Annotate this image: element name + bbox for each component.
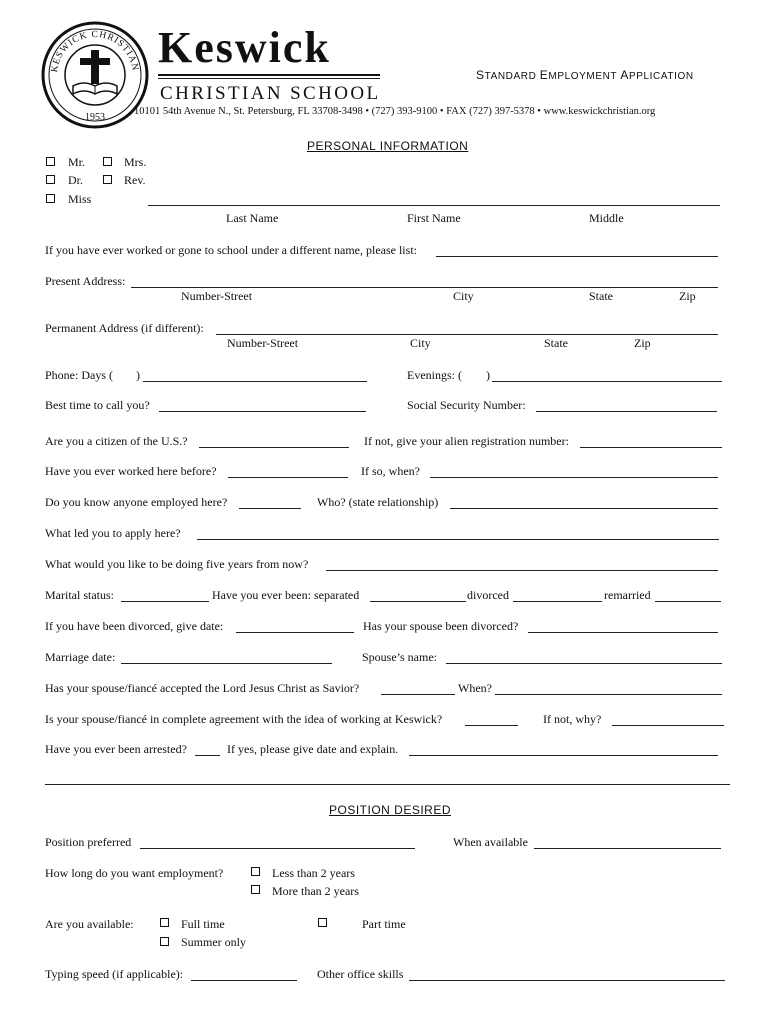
who-relationship-field[interactable]	[450, 495, 718, 509]
alien-number-label: If not, give your alien registration number:	[364, 434, 569, 448]
svg-text:KESWICK CHRISTIAN SCHOOL: KESWICK CHRISTIAN	[49, 29, 140, 74]
when-available-label: When available	[453, 835, 528, 849]
if-not-why-label: If not, why?	[543, 712, 602, 726]
separated-field[interactable]	[370, 588, 466, 602]
arrested-field[interactable]	[195, 742, 220, 756]
when-field[interactable]	[495, 681, 722, 695]
spouse-divorced-label: Has your spouse been divorced?	[363, 619, 519, 633]
school-subtitle: CHRISTIAN SCHOOL	[160, 83, 381, 104]
are-you-available-label: Are you available:	[45, 917, 134, 931]
best-time-field[interactable]	[159, 398, 366, 412]
document-title: STANDARD EMPLOYMENT APPLICATION	[476, 68, 694, 82]
spouse-name-label: Spouse’s name:	[362, 650, 437, 664]
position-preferred-label: Position preferred	[45, 835, 132, 849]
five-years-label: What would you like to be doing five years from now?	[45, 557, 309, 571]
title-label-mr: Mr.	[68, 155, 86, 169]
spouse-name-field[interactable]	[446, 650, 722, 664]
arrested-explain-label: If yes, please give date and explain.	[227, 742, 399, 756]
evenings-label: Evenings: (	[407, 368, 462, 382]
more-than-2-years-label: More than 2 years	[272, 884, 359, 898]
position-desired-heading: POSITION DESIRED	[329, 803, 452, 817]
middle-name-label: Middle	[589, 211, 624, 225]
title-label-rev: Rev.	[124, 173, 146, 187]
office-skills-field[interactable]	[409, 967, 725, 981]
citizen-label: Are you a citizen of the U.S.?	[45, 434, 188, 448]
remarried-label: remarried	[604, 588, 651, 602]
typing-speed-field[interactable]	[191, 967, 297, 981]
who-relationship-label: Who? (state relationship)	[317, 495, 439, 509]
phone-days-field[interactable]	[143, 368, 367, 382]
title-checkbox-mrs[interactable]	[103, 157, 112, 166]
what-led-label: What led you to apply here?	[45, 526, 181, 540]
evenings-close-paren: )	[486, 368, 490, 382]
agreement-field[interactable]	[465, 712, 518, 726]
typing-speed-label: Typing speed (if applicable):	[45, 967, 184, 981]
title-label-mrs: Mrs.	[124, 155, 147, 169]
present-city-label: City	[453, 289, 474, 303]
marriage-date-field[interactable]	[121, 650, 332, 664]
header-rule-bottom	[158, 78, 380, 79]
arrested-label: Have you ever been arrested?	[45, 742, 187, 756]
part-time-checkbox[interactable]	[318, 918, 327, 927]
last-name-label: Last Name	[226, 211, 279, 225]
divorced-field[interactable]	[513, 588, 602, 602]
title-label-miss: Miss	[68, 192, 92, 206]
title-label-dr: Dr.	[68, 173, 83, 187]
separated-label: Have you ever been: separated	[212, 588, 360, 602]
if-so-when-field[interactable]	[430, 464, 718, 478]
phone-evenings-field[interactable]	[492, 368, 722, 382]
if-so-when-label: If so, when?	[361, 464, 420, 478]
divorced-label: divorced	[467, 588, 509, 602]
office-skills-label: Other office skills	[317, 967, 404, 981]
title-checkbox-rev[interactable]	[103, 175, 112, 184]
part-time-label: Part time	[362, 917, 406, 931]
permanent-zip-label: Zip	[634, 336, 651, 350]
less-than-2-years-label: Less than 2 years	[272, 866, 355, 880]
marital-status-field[interactable]	[121, 588, 209, 602]
more-than-2-years-checkbox[interactable]	[251, 885, 260, 894]
first-name-label: First Name	[407, 211, 461, 225]
if-not-why-field[interactable]	[612, 712, 724, 726]
marital-status-label: Marital status:	[45, 588, 114, 602]
permanent-address-field[interactable]	[216, 321, 718, 335]
arrested-explain-continued-field[interactable]	[45, 771, 730, 785]
position-preferred-field[interactable]	[140, 835, 415, 849]
phone-days-label: Phone: Days (	[45, 368, 113, 382]
know-anyone-field[interactable]	[239, 495, 301, 509]
five-years-field[interactable]	[326, 557, 718, 571]
alien-number-field[interactable]	[580, 434, 722, 448]
svg-text:1953: 1953	[85, 112, 105, 123]
best-time-label: Best time to call you?	[45, 398, 150, 412]
permanent-street-label: Number-Street	[227, 336, 299, 350]
know-anyone-label: Do you know anyone employed here?	[45, 495, 228, 509]
present-zip-label: Zip	[679, 289, 696, 303]
divorce-date-label: If you have been divorced, give date:	[45, 619, 224, 633]
summer-only-label: Summer only	[181, 935, 246, 949]
present-address-label: Present Address:	[45, 274, 126, 288]
title-checkbox-miss[interactable]	[46, 194, 55, 203]
worked-here-field[interactable]	[228, 464, 348, 478]
how-long-label: How long do you want employment?	[45, 866, 224, 880]
what-led-field[interactable]	[197, 526, 719, 540]
phone-days-close-paren: )	[136, 368, 140, 382]
header-rule-top	[158, 74, 380, 76]
worked-here-label: Have you ever worked here before?	[45, 464, 217, 478]
when-label: When?	[458, 681, 492, 695]
title-checkbox-mr[interactable]	[46, 157, 55, 166]
personal-information-heading: PERSONAL INFORMATION	[307, 139, 469, 153]
arrested-explain-field[interactable]	[409, 742, 718, 756]
title-checkbox-dr[interactable]	[46, 175, 55, 184]
accepted-christ-label: Has your spouse/fiancé accepted the Lord Jesus Christ as Savior?	[45, 681, 360, 695]
ssn-field[interactable]	[536, 398, 717, 412]
less-than-2-years-checkbox[interactable]	[251, 867, 260, 876]
full-time-label: Full time	[181, 917, 225, 931]
when-available-field[interactable]	[534, 835, 721, 849]
citizen-field[interactable]	[199, 434, 349, 448]
full-time-checkbox[interactable]	[160, 918, 169, 927]
accepted-christ-field[interactable]	[381, 681, 455, 695]
permanent-state-label: State	[544, 336, 568, 350]
agreement-label: Is your spouse/fiancé in complete agreement with the idea of working at Keswick?	[45, 712, 443, 726]
different-name-field[interactable]	[436, 243, 718, 257]
school-name: Keswick	[158, 23, 331, 72]
present-street-label: Number-Street	[181, 289, 253, 303]
present-state-label: State	[589, 289, 613, 303]
permanent-address-label: Permanent Address (if different):	[45, 321, 204, 335]
spouse-divorced-field[interactable]	[528, 619, 718, 633]
divorce-date-field[interactable]	[236, 619, 354, 633]
summer-only-checkbox[interactable]	[160, 937, 169, 946]
different-name-label: If you have ever worked or gone to school under a different name, please list:	[45, 243, 417, 257]
school-address-line: 10101 54th Avenue N., St. Petersburg, FL 33708-3498 • (727) 393-9100 • FAX (727) 397-5378 • www.keswickchristian.org	[134, 106, 656, 117]
permanent-city-label: City	[410, 336, 431, 350]
remarried-field[interactable]	[655, 588, 721, 602]
marriage-date-label: Marriage date:	[45, 650, 116, 664]
ssn-label: Social Security Number:	[407, 398, 526, 412]
present-address-field[interactable]	[131, 274, 718, 288]
full-name-field[interactable]	[148, 192, 720, 206]
